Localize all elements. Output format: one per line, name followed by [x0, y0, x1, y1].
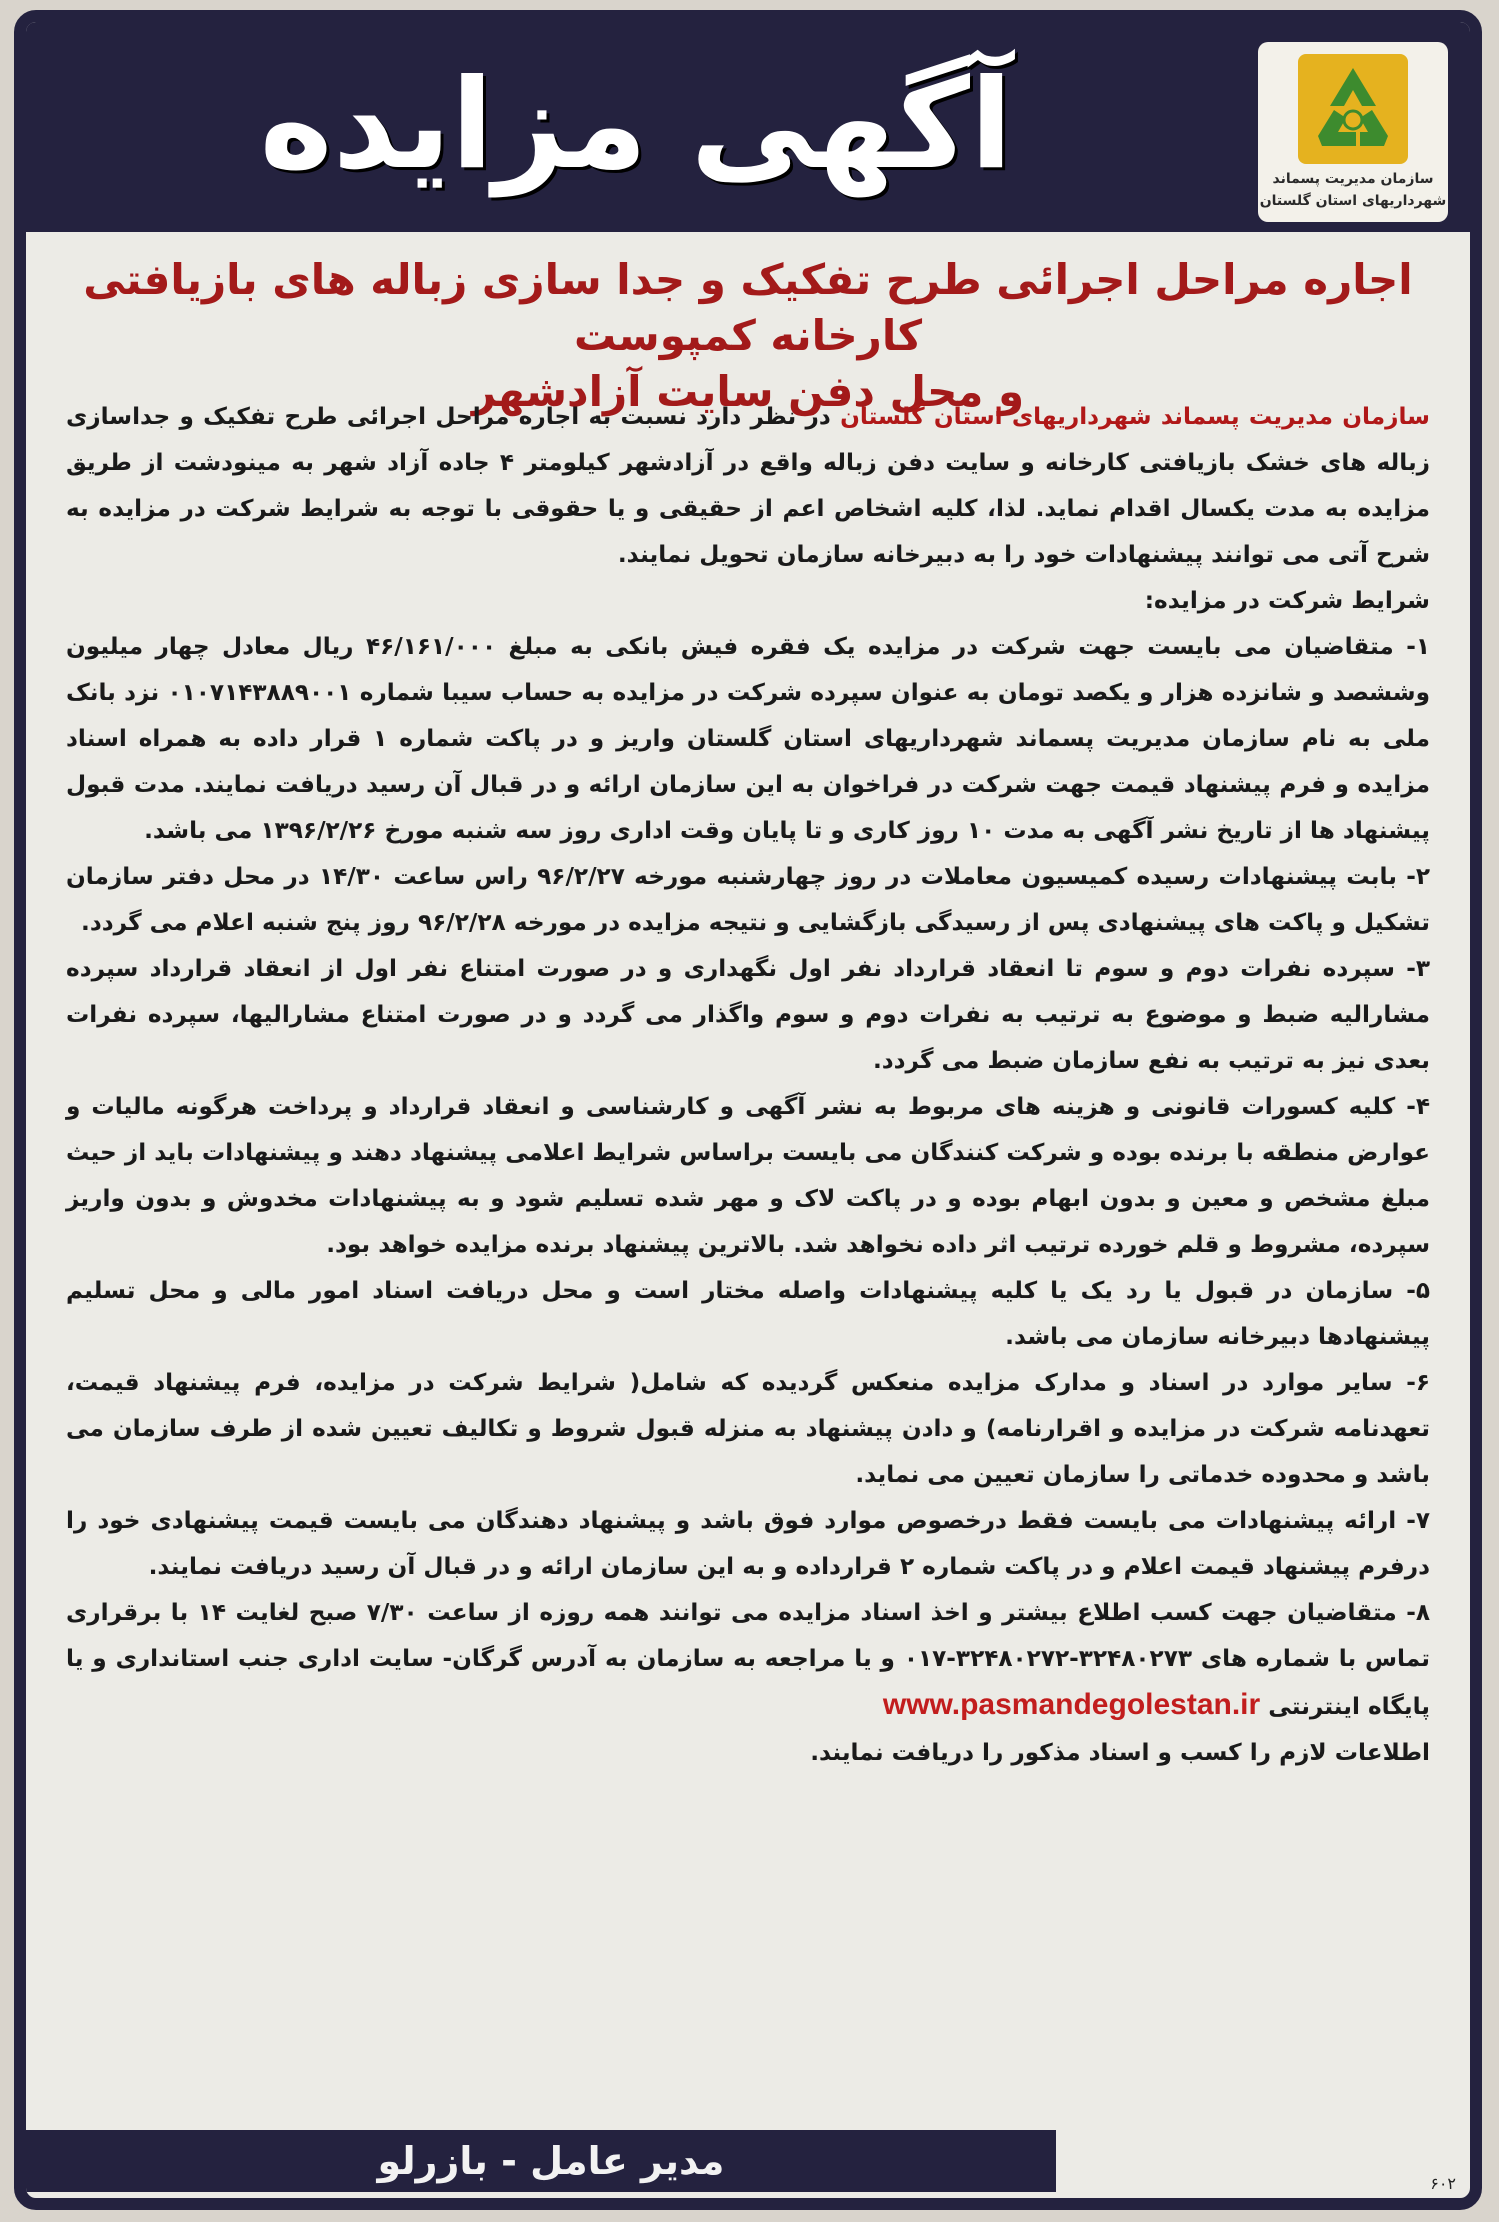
condition-item: ۵- سازمان در قبول یا رد یک یا کلیه پیشنهادات واصله مختار است و محل دریافت اسناد امور مالی و محل تسلیم پیشنهادها دبیرخانه سازمان می باشد. [66, 1277, 1430, 1350]
subtitle-line-2: و محل دفن سایت آزادشهر [471, 367, 1025, 416]
signature: مدیر عامل - بازرلو [377, 2139, 725, 2183]
condition-item: ۶- سایر موارد در اسناد و مدارک مزایده منعکس گردیده که شامل( شرایط شرکت در مزایده، فرم پیشنهاد قیمت، تعهدنامه شرکت در مزایده و اقرارنامه) و دادن پیشنهاد به منزله قبول شروط و تکالیف تعیین شده از طرف سازمان می باشد و محدوده خدماتی را سازمان تعیین می نماید. [66, 1369, 1430, 1488]
notice-code: ۶۰۲ [1430, 2174, 1456, 2193]
notice-body [66, 394, 1430, 1776]
intro-paragraph [66, 394, 1430, 578]
subtitle-line-1: اجاره مراحل اجرائی طرح تفکیک و جدا سازی زباله های بازیافتی کارخانه کمپوست [83, 255, 1413, 360]
organization-name: سازمان مدیریت پسماند شهرداریهای استان گلستان [840, 403, 1430, 430]
notice-page [14, 10, 1482, 2210]
condition-item: ۱- متقاضیان می بایست جهت شرکت در مزایده یک فقره فیش بانکی به مبلغ ۴۶/۱۶۱/۰۰۰ ریال معادل چهار میلیون وششصد و شانزده هزار و یکصد تومان به عنوان سپرده شرکت در مزایده به حساب سیبا شماره ۰۱۰۷۱۴۳۸۸۹۰۰۱ نزد بانک ملی به نام سازمان مدیریت پسماند شهرداریهای استان گلستان واریز و در پاکت شماره ۱ قرار داده به همراه اسناد مزایده و فرم پیشنهاد قیمت جهت شرکت در فراخوان به این سازمان ارائه و در قبال آن رسید دریافت نمایند. مدت قبول پیشنهاد ها از تاریخ نشر آگهی به مدت ۱۰ روز کاری و تا پایان وقت اداری روز سه شنبه مورخ ۱۳۹۶/۲/۲۶ می باشد. [66, 633, 1430, 844]
recycle-icon [1298, 54, 1408, 164]
website-link[interactable]: www.pasmandegolestan.ir [882, 1688, 1261, 1721]
logo-text-line-2: شهرداریهای استان گلستان [1259, 193, 1447, 209]
page-title: آگهی مزایده [259, 53, 1013, 197]
conditions-heading: شرایط شرکت در مزایده: [1144, 587, 1430, 614]
item8-tail: اطلاعات لازم را کسب و اسناد مذکور را دریافت نمایند. [810, 1739, 1430, 1766]
item8-text: ۸- متقاضیان جهت کسب اطلاع بیشتر و اخذ اسناد مزایده می توانند همه روزه از ساعت ۷/۳۰ صبح لغایت ۱۴ با برقراری تماس با شماره های ۳۲۴۸۰۲۷۳-۳۲۴۸۰۲۷۲-۰۱۷ و یا مراجعه به سازمان به آدرس گرگان- سایت اداری جنب استانداری و یا پایگاه اینترنتی [66, 1599, 1430, 1720]
condition-item: ۳- سپرده نفرات دوم و سوم تا انعقاد قرارداد نفر اول نگهداری و در صورت امتناع نفر اول از انعقاد قرارداد سپرده مشارالیه ضبط و موضوع به ترتیب به نفرات دوم و سوم واگذار می گردد و در صورت امتناع مشارالیها، سپرده نفرات بعدی نیز به ترتیب به نفع سازمان ضبط می گردد. [66, 955, 1430, 1074]
condition-item-8 [66, 1590, 1430, 1730]
intro-text: در نظر دارد نسبت به اجاره مراحل اجرائی طرح تفکیک و جداسازی زباله های خشک بازیافتی کارخانه و سایت دفن زباله واقع در آزادشهر کیلومتر ۴ جاده آزاد شهر به مینودشت از طریق مزایده به مدت یکسال اقدام نماید. لذا، کلیه اشخاص اعم از حقیقی و یا حقوقی با توجه به شرایط شرکت در مزایده به شرح آتی می توانند پیشنهادات خود را به دبیرخانه سازمان تحویل نمایند. [66, 403, 1430, 568]
condition-item: ۴- کلیه کسورات قانونی و هزینه های مربوط به نشر آگهی و کارشناسی و انعقاد قرارداد و پرداخت هرگونه مالیات و عوارض منطقه با برنده بوده و شرکت کنندگان می بایست براساس شرایط اعلامی پیشنهاد دهند و پیشنهادات باید از حیث مبلغ مشخص و معین و بدون ابهام بوده و در پاکت لاک و مهر شده تسلیم شود و به پیشنهادات مخدوش و بدون واریز سپرده، مشروط و قلم خورده ترتیب اثر داده نخواهد شد. بالاترین پیشنهاد برنده مزایده خواهد بود. [66, 1093, 1430, 1258]
organization-logo [1258, 42, 1448, 222]
condition-item: ۷- ارائه پیشنهادات می بایست فقط درخصوص موارد فوق باشد و پیشنهاد دهندگان می بایست قیمت پیشنهادی خود را درفرم پیشنهاد قیمت اعلام و در پاکت شماره ۲ قرارداده و به این سازمان ارائه و در قبال آن رسید دریافت نمایند. [66, 1507, 1430, 1580]
logo-caption [1258, 168, 1448, 212]
logo-text-line-1: سازمان مدیریت پسماند [1272, 171, 1434, 187]
condition-item: ۲- بابت پیشنهادات رسیده کمیسیون معاملات در روز چهارشنبه مورخه ۹۶/۲/۲۷ راس ساعت ۱۴/۳۰ در محل دفتر سازمان تشکیل و پاکت های پیشنهادی پس از رسیدگی بازگشایی و نتیجه مزایده در مورخه ۹۶/۲/۲۸ روز پنج شنبه اعلام می گردد. [66, 863, 1430, 936]
